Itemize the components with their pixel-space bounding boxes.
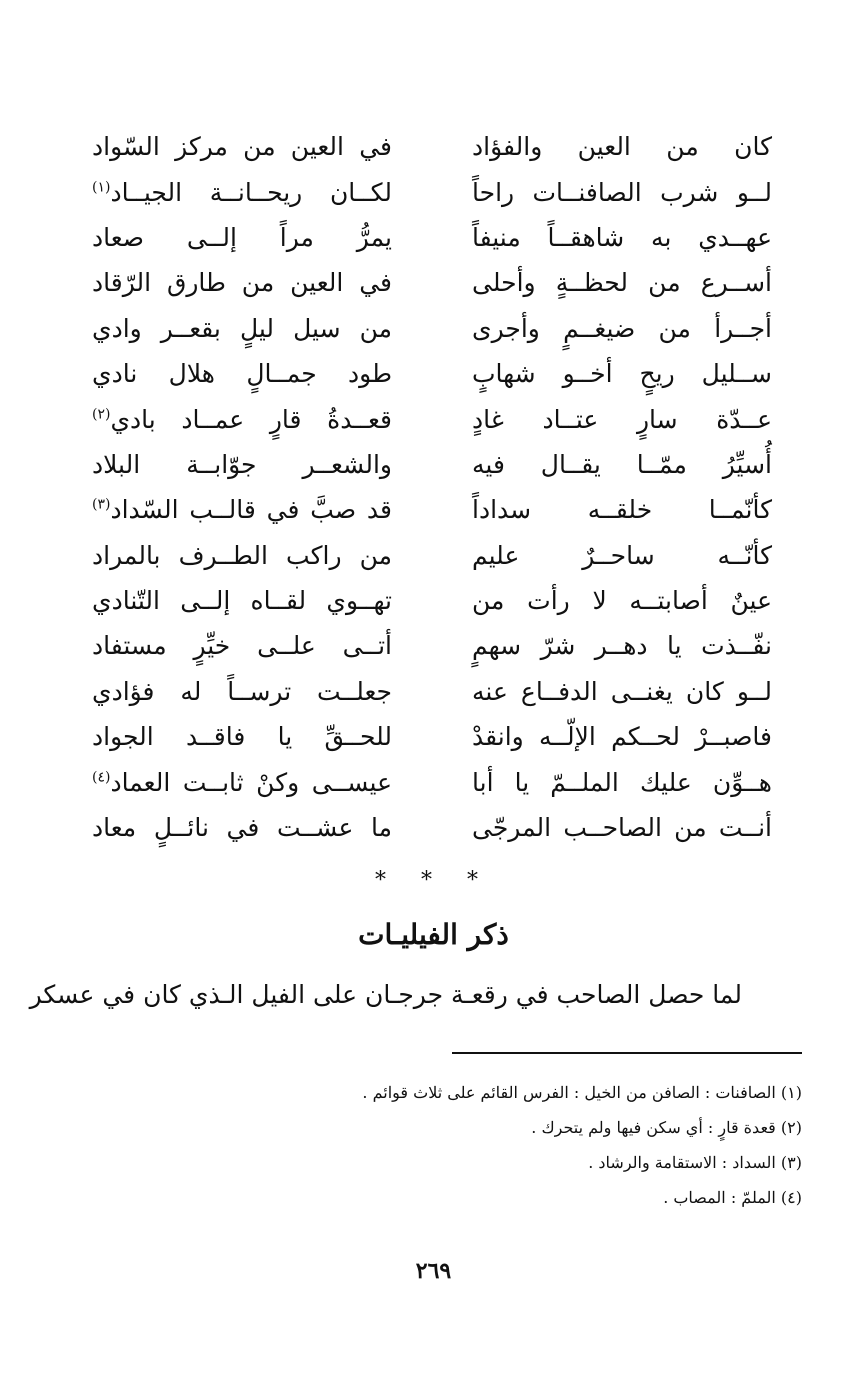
verse-second-hemistich <box>92 722 392 752</box>
page-number: ٢٦٩ <box>415 1258 452 1284</box>
verse-first-hemistich: ســليل ريحٍ أخــو شهابٍ <box>472 359 772 389</box>
footnote: (٣) السداد : الاستقامة والرشاد . <box>588 1153 802 1172</box>
body-text: لما حصل الصاحب في رقعـة جرجـان على الفيل الـذي كان في عسكر <box>29 980 742 1009</box>
verse-second-text: أتــى علــى خيِّرٍ مستفاد <box>92 631 392 661</box>
verse-second-hemistich <box>92 313 392 343</box>
footnote: (٢) قعدة قارٍ : أي سكن فيها ولم يتحرك . <box>531 1118 802 1137</box>
verse-second-text: في العين من مركز السّواد <box>92 132 392 162</box>
verse-first-hemistich: عــدّة سارٍ عتــاد غادٍ <box>472 404 772 434</box>
verse-first-hemistich: كان من العين والفؤاد <box>472 132 772 162</box>
verse-second-text: ما عشــت في نائــلٍ معاد <box>92 813 392 843</box>
verse-second-hemistich <box>92 586 392 616</box>
verse-second-hemistich <box>92 132 392 162</box>
section-title: ذكر الفيليـات <box>358 918 509 951</box>
verse-first-hemistich: لــو شرب الصافنــات راحاً <box>472 177 772 207</box>
poem-verse <box>92 124 772 169</box>
verse-first-hemistich: أســرع من لحظــةٍ وأحلى <box>472 268 772 298</box>
verse-first-hemistich: أُسيِّرُ ممّــا يقــال فيه <box>472 449 772 479</box>
verse-first-hemistich: لــو كان يغنــى الدفــاع عنه <box>472 676 772 706</box>
verse-second-hemistich <box>92 813 392 843</box>
poem-verse <box>92 396 772 441</box>
verse-second-text: تهــوي لقــاه إلــى التّنادي <box>92 586 392 616</box>
verse-first-hemistich: عهــدي به شاهقــاً منيفاً <box>472 222 772 252</box>
verse-second-text: من سيل ليلٍ بقعــر وادي <box>92 313 392 343</box>
section-separator: * * * <box>375 868 492 893</box>
footnote-divider <box>452 1052 802 1054</box>
poem-verse <box>92 623 772 668</box>
verse-first-hemistich: كأنّــه ساحــرٌ عليم <box>472 540 772 570</box>
verse-second-hemistich <box>92 767 392 797</box>
footnote: (٤) الملمّ : المصاب . <box>663 1188 802 1207</box>
verse-second-text: يمرُّ مراً إلــى صعاد <box>92 222 392 252</box>
verse-first-hemistich: هــوِّن عليك الملــمّ يا أبا <box>472 767 772 797</box>
poem-verse <box>92 805 772 850</box>
verse-second-hemistich <box>92 540 392 570</box>
poem-verse <box>92 306 772 351</box>
footnote-reference: (٣) <box>92 496 111 513</box>
poem-verse <box>92 351 772 396</box>
verse-second-text: قعــدةُ قارٍ عمــاد بادي <box>110 404 392 434</box>
poem-verse <box>92 759 772 804</box>
verse-first-hemistich: فاصبــرْ لحــكم الإلّــه وانقدْ <box>472 722 772 752</box>
verse-first-hemistich: أجــرأ من ضيغــمٍ وأجرى <box>472 313 772 343</box>
footnote-reference: (٢) <box>92 406 111 423</box>
poem-verse <box>92 669 772 714</box>
verse-second-text: لكــان ريحــانــة الجيــاد <box>110 177 392 207</box>
verse-second-hemistich <box>92 268 392 298</box>
verse-second-hemistich <box>92 449 392 479</box>
poem-verse <box>92 169 772 214</box>
poem-verse <box>92 260 772 305</box>
poem-verse <box>92 487 772 532</box>
verse-second-hemistich <box>92 676 392 706</box>
verse-second-hemistich <box>92 222 392 252</box>
verse-second-hemistich <box>92 495 392 525</box>
verse-second-text: قد صبَّ في قالــب السّداد <box>110 495 392 525</box>
poem-verse <box>92 442 772 487</box>
verse-second-text: من راكب الطــرف بالمراد <box>92 540 392 570</box>
verse-second-hemistich <box>92 631 392 661</box>
verse-second-text: للحــقِّ يا فاقــد الجواد <box>92 722 392 752</box>
verse-second-text: عيســى وكنْ ثابــت العماد <box>110 767 392 797</box>
poem <box>92 124 772 850</box>
verse-second-hemistich <box>92 359 392 389</box>
verse-second-hemistich <box>92 177 392 207</box>
verse-second-text: في العين من طارق الرّقاد <box>92 268 392 298</box>
footnote: (١) الصافنات : الصافن من الخيل : الفرس القائم على ثلاث قوائم . <box>362 1083 802 1102</box>
verse-first-hemistich: عينٌ أصابتــه لا رأت من <box>472 586 772 616</box>
verse-first-hemistich: كأنّمــا خلقــه سداداً <box>472 495 772 525</box>
footnote-reference: (١) <box>92 179 111 196</box>
footnote-reference: (٤) <box>92 769 111 786</box>
verse-first-hemistich: أنــت من الصاحــب المرجّى <box>472 813 772 843</box>
verse-second-hemistich <box>92 404 392 434</box>
footnotes <box>242 1075 802 1215</box>
poem-verse <box>92 714 772 759</box>
verse-second-text: طود جمــالٍ هلال نادي <box>92 359 392 389</box>
verse-second-text: والشعــر جوّابــة البلاد <box>92 449 392 479</box>
verse-first-hemistich: نفّــذت يا دهــر شرّ سهمٍ <box>472 631 772 661</box>
verse-second-text: جعلــت ترســاً له فؤادي <box>92 676 392 706</box>
poem-verse <box>92 215 772 260</box>
poem-verse <box>92 578 772 623</box>
poem-verse <box>92 533 772 578</box>
